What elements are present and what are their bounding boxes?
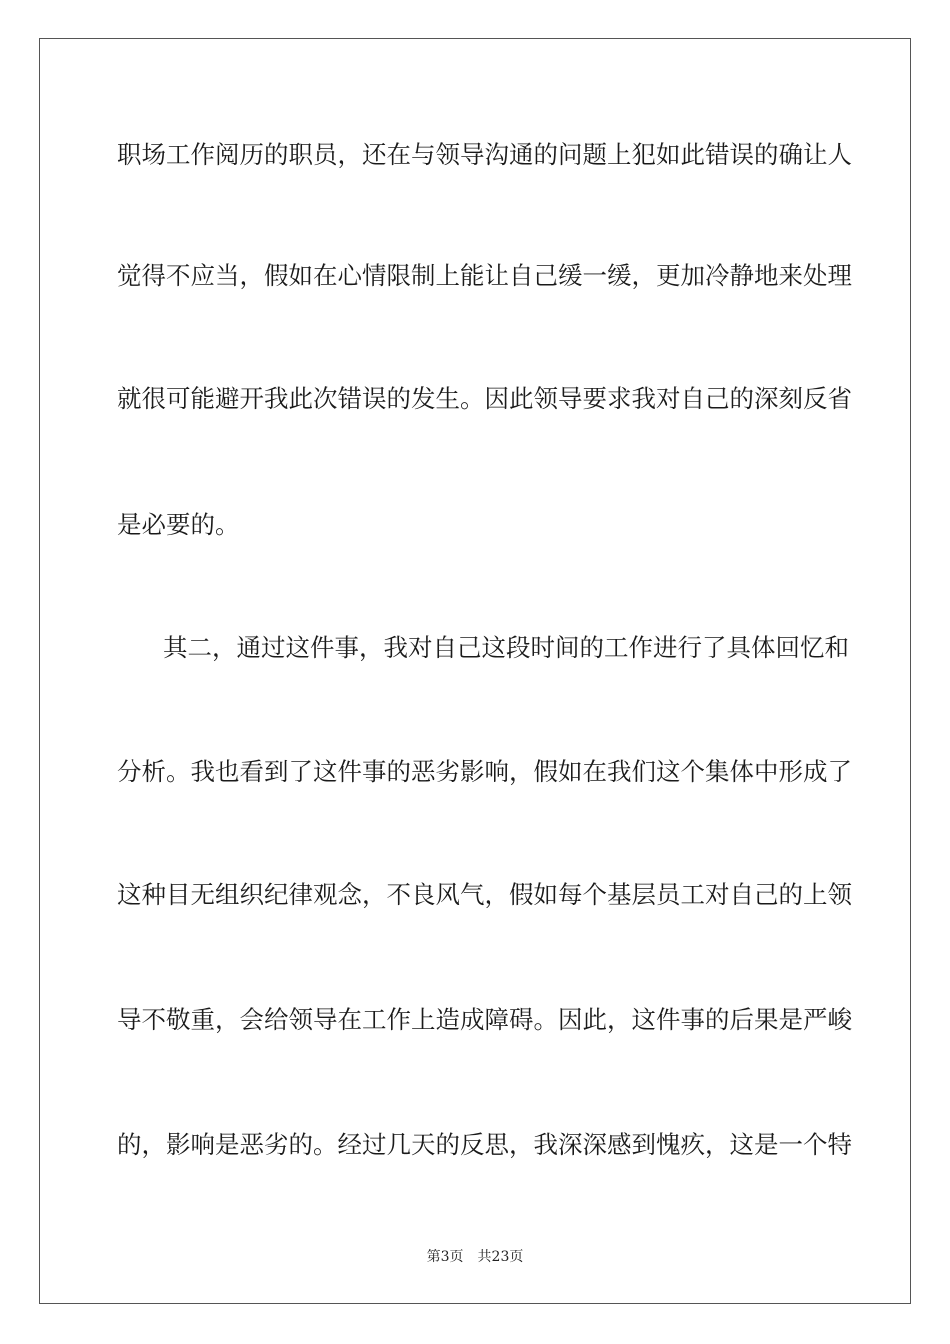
text-line: 的，影响是恶劣的。经过几天的反思，我深深感到愧疚，这是一个特	[117, 1130, 852, 1159]
text-line: 职场工作阅历的职员，还在与领导沟通的问题上犯如此错误的确让人	[117, 140, 852, 169]
text-line: 就很可能避开我此次错误的发生。因此领导要求我对自己的深刻反省	[117, 384, 852, 413]
page-total: 共23页	[477, 1249, 524, 1265]
text-line: 分析。我也看到了这件事的恶劣影响，假如在我们这个集体中形成了	[117, 757, 852, 786]
paragraph-first-line: 其二，通过这件事，我对自己这段时间的工作进行了具体回忆和	[163, 633, 849, 662]
text-line: 是必要的。	[117, 510, 240, 539]
text-line: 觉得不应当，假如在心情限制上能让自己缓一缓，更加冷静地来处理	[117, 261, 852, 290]
text-line: 这种目无组织纪律观念，不良风气，假如每个基层员工对自己的上领	[117, 880, 852, 909]
page-number: 第3页	[426, 1249, 464, 1265]
text-line: 导不敬重，会给领导在工作上造成障碍。因此，这件事的后果是严峻	[117, 1005, 852, 1034]
page-border	[39, 38, 911, 1304]
page-footer	[0, 1248, 950, 1266]
